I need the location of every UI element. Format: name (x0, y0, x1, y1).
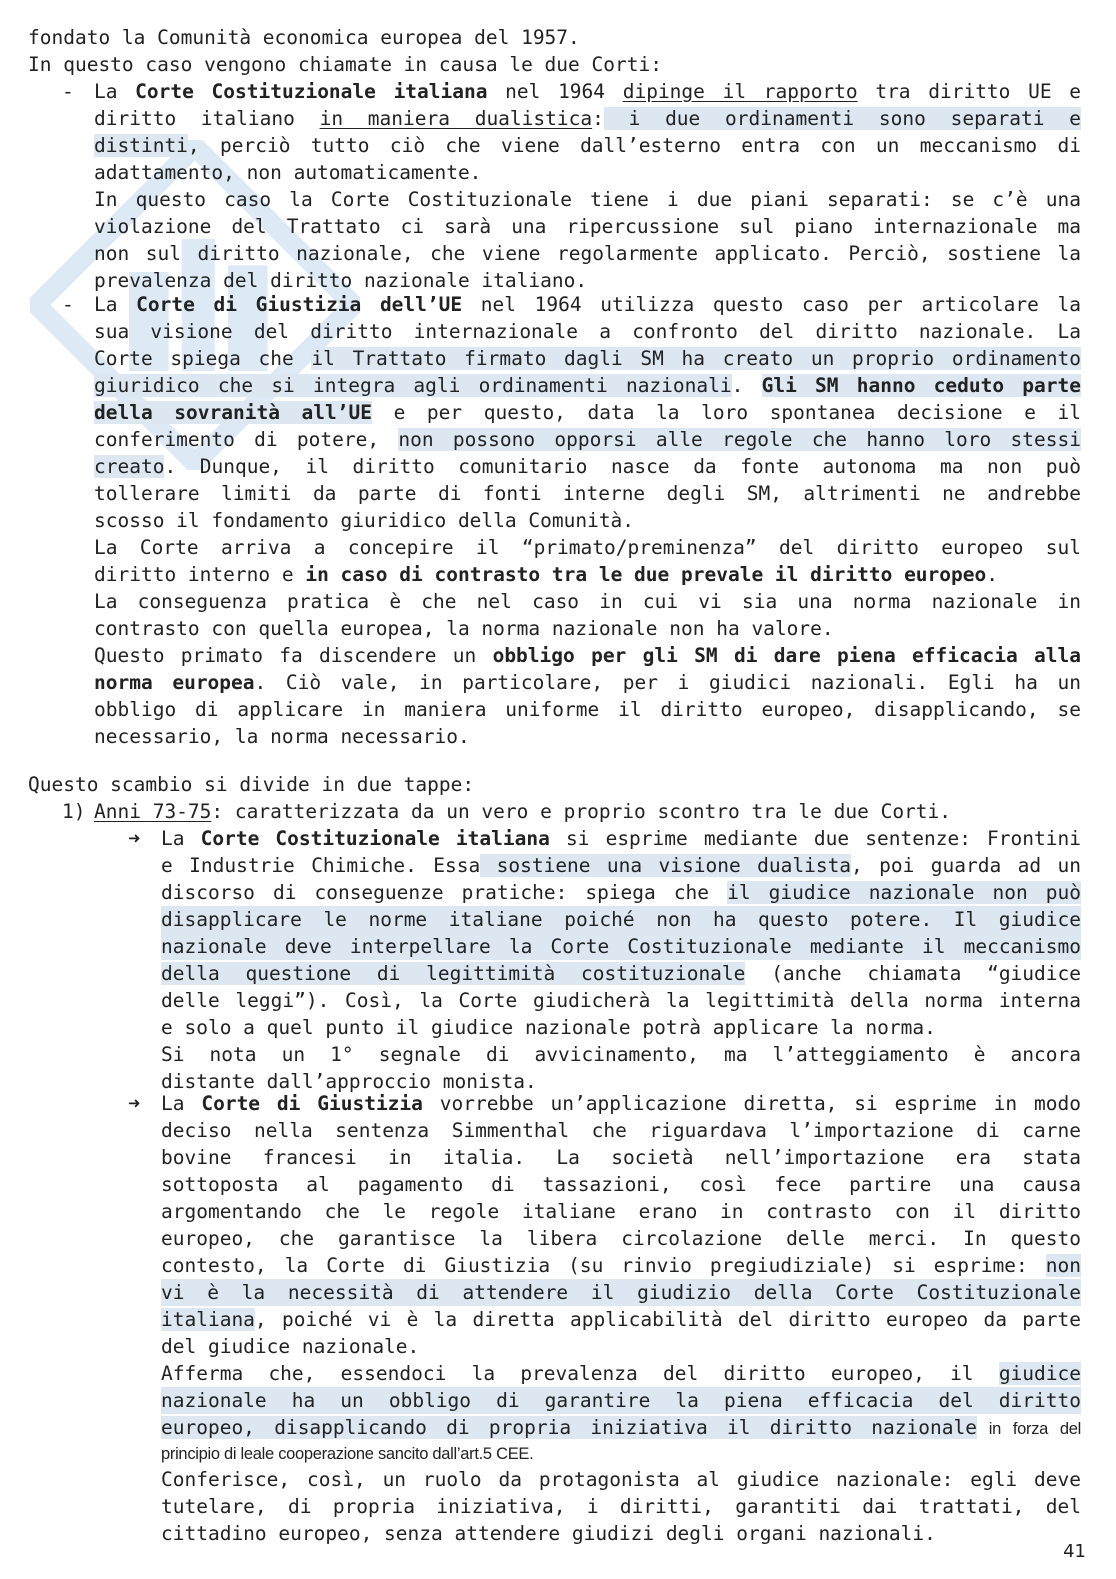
text-line: La Corte di Giustizia vorrebbe un’applicazione diretta, si esprime in modo (161, 1092, 1081, 1115)
text-line: necessario, la norma necessario. (94, 725, 470, 748)
text-line: e Industrie Chimiche. Essa sostiene una visione dualista, poi guarda ad un (161, 854, 1081, 877)
text-line: prevalenza del diritto nazionale italiano. (94, 269, 588, 292)
text-line: Afferma che, essendoci la prevalenza del diritto europeo, il giudice (161, 1362, 1081, 1385)
text-line: cittadino europeo, senza attendere giudizi degli organi nazionali. (161, 1522, 936, 1545)
text-line: La Corte arriva a concepire il “primato/preminenza” del diritto europeo sul (94, 536, 1081, 559)
text-line: Si nota un 1° segnale di avvicinamento, ma l’atteggiamento è ancora (161, 1043, 1081, 1066)
text-line: Corte spiega che il Trattato firmato dagli SM ha creato un proprio ordinamento (94, 347, 1081, 370)
text-line: In questo caso la Corte Costituzionale tiene i due piani separati: se c’è una (94, 188, 1081, 211)
text-line: europeo, disapplicando di propria iniziativa il diritto nazionale in forza del (161, 1416, 1081, 1439)
text-line: distinti, perciò tutto ciò che viene dall’esterno entra con un meccanismo di (94, 134, 1081, 157)
list-number: 1) (62, 800, 86, 823)
text-line: italiana, poiché vi è la diretta applicabilità del diritto europeo da parte (161, 1308, 1081, 1331)
text-line: Questo scambio si divide in due tappe: (28, 773, 475, 796)
text-line: scosso il fondamento giuridico della Comunità. (94, 509, 635, 532)
text-line: Anni 73-75: caratterizzata da un vero e proprio scontro tra le due Corti. (94, 800, 952, 823)
text-line: violazione del Trattato ci sarà una ripercussione sul piano internazionale ma (94, 215, 1081, 238)
text-line: nazionale deve interpellare la Corte Costituzionale mediante il meccanismo (161, 935, 1081, 958)
text-line: della questione di legittimità costituzionale (anche chiamata “giudice (161, 962, 1081, 985)
text-line: diritto italiano in maniera dualistica: i due ordinamenti sono separati e (94, 107, 1081, 130)
text-line: europeo, che garantisce la libera circolazione delle merci. In questo (161, 1227, 1081, 1250)
text-line: disapplicare le norme italiane poiché non ha questo potere. Il giudice (161, 908, 1081, 931)
arrow-right-icon: ➜ (128, 829, 141, 847)
text-line: diritto interno e in caso di contrasto tra le due prevale il diritto europeo. (94, 563, 998, 586)
text-line: norma europea. Ciò vale, in particolare, per i giudici nazionali. Egli ha un (94, 671, 1081, 694)
text-line: vi è la necessità di attendere il giudizio della Corte Costituzionale (161, 1281, 1081, 1304)
text-line: adattamento, non automaticamente. (94, 161, 482, 184)
text-line: La Corte di Giustizia dell’UE nel 1964 utilizza questo caso per articolare la (94, 293, 1081, 316)
text-line: principio di leale cooperazione sancito dall’art.5 CEE. (161, 1445, 534, 1463)
text-line: argomentando che le regole italiane erano in contrasto con il diritto (161, 1200, 1081, 1223)
text-line: contesto, la Corte di Giustizia (su rinvio pregiudiziale) si esprime: non (161, 1254, 1081, 1277)
text-line: discorso di conseguenze pratiche: spiega che il giudice nazionale non può (161, 881, 1081, 904)
text-line: e solo a quel punto il giudice nazionale potrà applicare la norma. (161, 1016, 936, 1039)
text-line: tollerare limiti da parte di fonti interne degli SM, altrimenti ne andrebbe (94, 482, 1081, 505)
text-line: Questo primato fa discendere un obbligo per gli SM di dare piena efficacia alla (94, 644, 1081, 667)
text-line: deciso nella sentenza Simmenthal che riguardava l’importazione di carne (161, 1119, 1081, 1142)
text-line: Conferisce, così, un ruolo da protagonista al giudice nazionale: egli deve (161, 1468, 1081, 1491)
text-line: nazionale ha un obbligo di garantire la piena efficacia del diritto (161, 1389, 1081, 1412)
text-line: contrasto con quella europea, la norma nazionale non ha valore. (94, 617, 834, 640)
text-line: del giudice nazionale. (161, 1335, 420, 1358)
text-line: non sul diritto nazionale, che viene regolarmente applicato. Perciò, sostiene la (94, 242, 1081, 265)
text-line: delle leggi”). Così, la Corte giudicherà la legittimità della norma interna (161, 989, 1081, 1012)
text-line: tutelare, di propria iniziativa, i diritti, garantiti dai trattati, del (161, 1495, 1081, 1518)
bullet-marker: - (62, 293, 74, 316)
text-line: La Corte Costituzionale italiana nel 1964 dipinge il rapporto tra diritto UE e (94, 80, 1081, 103)
text-line: obbligo di applicare in maniera uniforme il diritto europeo, disapplicando, se (94, 698, 1081, 721)
text-line: In questo caso vengono chiamate in causa le due Corti: (28, 53, 662, 76)
text-line: fondato la Comunità economica europea del 1957. (28, 26, 580, 49)
page-number: 41 (1063, 1541, 1086, 1562)
text-line: creato. Dunque, il diritto comunitario nasce da fonte autonoma ma non può (94, 455, 1081, 478)
text-line: La conseguenza pratica è che nel caso in cui vi sia una norma nazionale in (94, 590, 1081, 613)
text-line: sua visione del diritto internazionale a confronto del diritto nazionale. La (94, 320, 1081, 343)
text-line: giuridico che si integra agli ordinamenti nazionali. Gli SM hanno ceduto parte (94, 374, 1081, 397)
bullet-marker: - (62, 80, 74, 103)
text-line: conferimento di potere, non possono opporsi alle regole che hanno loro stessi (94, 428, 1081, 451)
text-line: della sovranità all’UE e per questo, data la loro spontanea decisione e il (94, 401, 1081, 424)
arrow-right-icon: ➜ (128, 1094, 141, 1112)
text-line: distante dall’approccio monista. (161, 1070, 537, 1093)
text-line: bovine francesi in italia. La società nell’importazione era stata (161, 1146, 1081, 1169)
text-line: sottoposta al pagamento di tassazioni, così fece partire una causa (161, 1173, 1081, 1196)
text-line: La Corte Costituzionale italiana si esprime mediante due sentenze: Frontini (161, 827, 1081, 850)
